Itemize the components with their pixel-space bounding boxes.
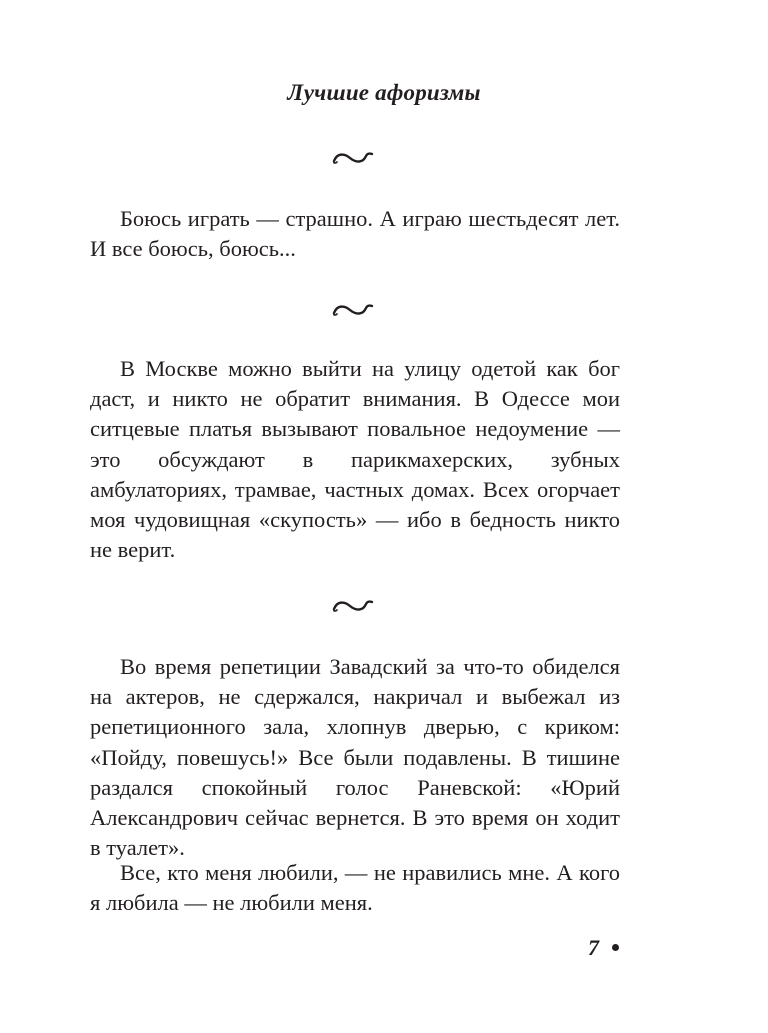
aphorism-paragraph: Во время репетиции Завадский за что-то обиделся на актеров, не сдержался, накричал и выбежал из репетиционного зала, хлопнув дверью, с криком: «Пойду, повешусь!» Все были подавлены. В тишине раздался спокойный голос Раневской: «Юрий Александрович сейчас вернется. В это время он ходит в туалет».	[90, 654, 620, 861]
page-number: 7	[588, 935, 599, 960]
swash-divider-icon	[331, 302, 375, 318]
running-header: Лучшие афоризмы	[287, 80, 481, 105]
aphorism-paragraph: В Москве можно выйти на улицу одетой как бог даст, и никто не обратит внимания. В Одессе мои ситцевые платья вызывают повальное недоумение — это обсуждают в парикмахерских, зубных амбулаториях, трамвае, частных домах. Всех огорчает моя чудовищная «скупость» — ибо в бедность никто не верит.	[90, 356, 620, 563]
aphorism-paragraph: Боюсь играть — страшно. А играю шестьдесят лет. И все боюсь, боюсь...	[90, 206, 620, 262]
swash-divider-icon	[331, 150, 375, 166]
aphorism-paragraph: Все, кто меня любили, — не нравились мне. А кого я любила — не любили меня.	[90, 860, 620, 916]
bullet-dot-icon	[612, 944, 619, 951]
swash-divider-icon	[331, 598, 375, 614]
